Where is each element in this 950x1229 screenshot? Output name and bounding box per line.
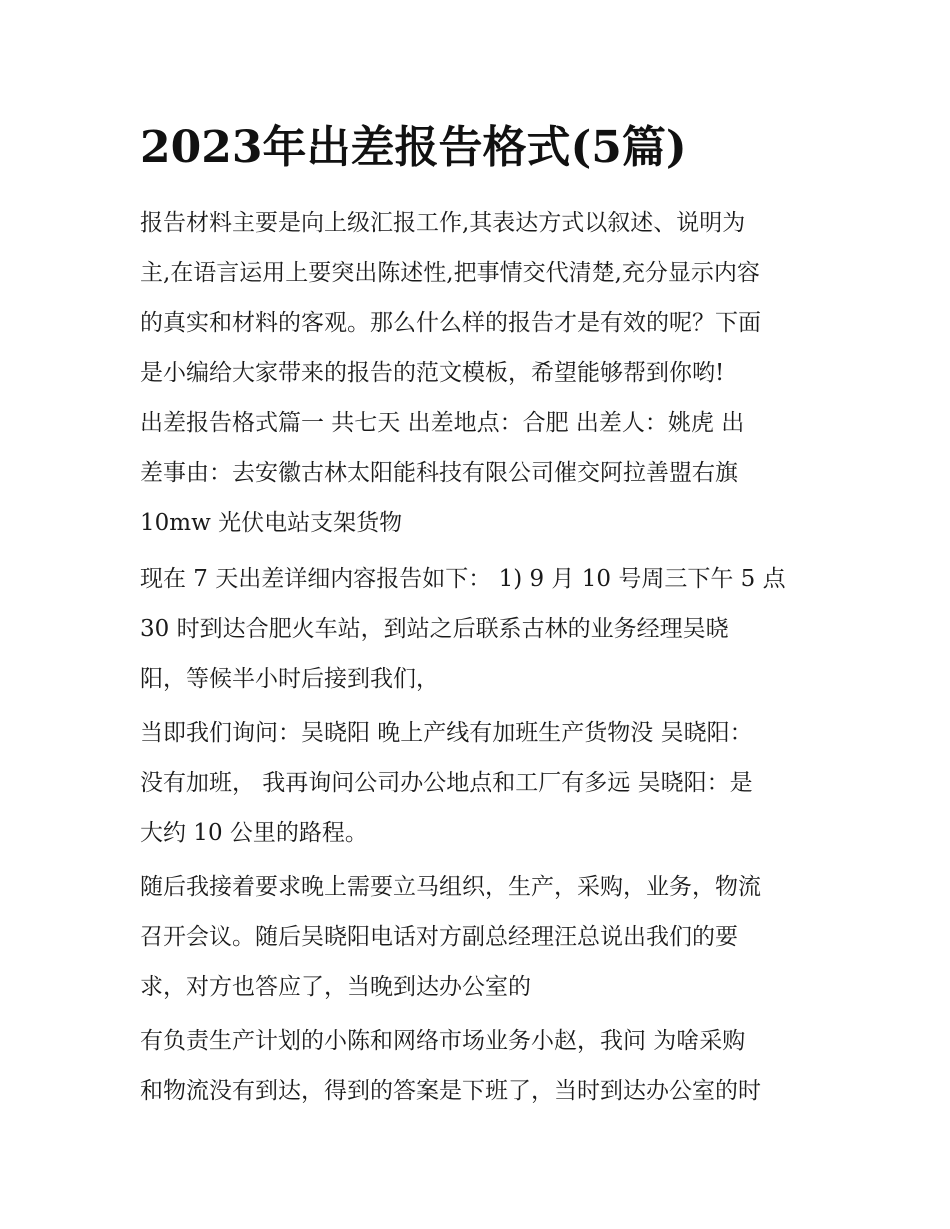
paragraph-line: 阳，等候半小时后接到我们， xyxy=(140,666,439,692)
paragraph-line: 随后我接着要求晚上需要立马组织，生产，采购，业务，物流 xyxy=(140,874,761,900)
paragraph-line: 是小编给大家带来的报告的范文模板，希望能够帮到你哟! xyxy=(140,360,725,386)
paragraph-line: 召开会议。随后吴晓阳电话对方副总经理汪总说出我们的要 xyxy=(140,924,738,950)
paragraph-line: 30 时到达合肥火车站，到站之后联系古林的业务经理吴晓 xyxy=(140,616,729,642)
paragraph-line: 10mw 光伏电站支架货物 xyxy=(140,510,403,536)
paragraph-line: 的真实和材料的客观。那么什么样的报告才是有效的呢？下面 xyxy=(140,310,761,336)
paragraph-line: 没有加班， 我再询问公司办公地点和工厂有多远 吴晓阳：是 xyxy=(140,770,753,796)
paragraph-line: 当即我们询问：吴晓阳 晚上产线有加班生产货物没 吴晓阳： xyxy=(140,720,753,746)
paragraph-line: 大约 10 公里的路程。 xyxy=(140,820,368,846)
paragraph-line: 主,在语言运用上要突出陈述性,把事情交代清楚,充分显示内容 xyxy=(140,260,760,286)
paragraph-line: 有负责生产计划的小陈和网络市场业务小赵，我问 为啥采购 xyxy=(140,1028,746,1054)
document-title: 2023年出差报告格式(5篇) xyxy=(140,122,687,173)
paragraph-line: 和物流没有到达，得到的答案是下班了，当时到达办公室的时 xyxy=(140,1078,761,1104)
paragraph-line: 报告材料主要是向上级汇报工作,其表达方式以叙述、说明为 xyxy=(140,210,746,236)
paragraph-line: 差事由：去安徽古林太阳能科技有限公司催交阿拉善盟右旗 xyxy=(140,460,738,486)
paragraph-line: 现在 7 天出差详细内容报告如下： 1) 9 月 10 号周三下午 5 点 xyxy=(140,566,786,592)
paragraph-line: 出差报告格式篇一 共七天 出差地点：合肥 出差人：姚虎 出 xyxy=(140,410,745,436)
paragraph-line: 求，对方也答应了，当晚到达办公室的 xyxy=(140,974,531,1000)
